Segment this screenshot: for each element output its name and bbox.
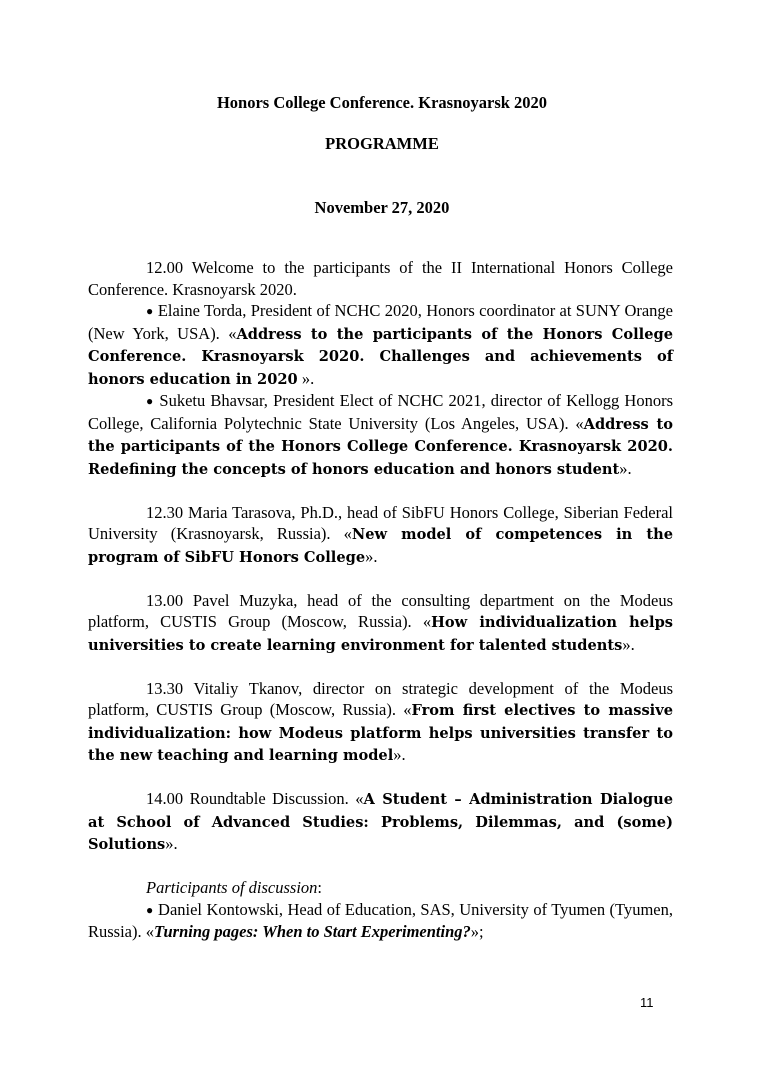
talk-title: From first electives to massive individualization: how Modeus platform helps universities transfer to the new teaching and learning model bbox=[88, 702, 673, 764]
programme-date: November 27, 2020 bbox=[314, 198, 450, 217]
discussion-label: Participants of discussion: bbox=[146, 878, 323, 897]
item-kontowski: ● Daniel Kontowski, Head of Education, SAS, University of Tyumen (Tyumen, Russia). «Turning pages: When to Start Experimenting?»; bbox=[88, 899, 673, 941]
bullet-icon: ● bbox=[146, 304, 154, 318]
bullet-icon: ● bbox=[146, 394, 155, 408]
programme-content bbox=[88, 257, 673, 943]
item-roundtable: 14.00 Roundtable Discussion. «A Student – Administration Dialogue at School of Advanced Studies: Problems, Dilemmas, and (some) Solutions». bbox=[88, 789, 673, 853]
talk-title: Address to the participants of the Honors College Conference. Krasnoyarsk 2020. Redefining the concepts of honors education and honors student bbox=[88, 415, 674, 478]
item-torda: ● Elaine Torda, President of NCHC 2020, Honors coordinator at SUNY Orange (New York, USA). «Address to the participants of the Honors College Conference. Krasnoyarsk 2020. Challenges and achievements of honors education in 2020 ». bbox=[88, 301, 673, 388]
item-welcome: 12.00 Welcome to the participants of the II International Honors College Conference. Krasnoyarsk 2020. bbox=[88, 258, 673, 299]
bullet-icon: ● bbox=[146, 902, 154, 917]
programme-heading: PROGRAMME bbox=[325, 134, 439, 153]
talk-title: How individualization helps universities to create learning environment for talented students bbox=[88, 614, 674, 654]
item-tarasova: 12.30 Maria Tarasova, Ph.D., head of SibFU Honors College, Siberian Federal University (Krasnoyarsk, Russia). «New model of competences in the program of SibFU Honors College». bbox=[88, 502, 673, 566]
talk-title: A Student – Administration Dialogue at School of Advanced Studies: Problems, Dilemmas, and (some) Solutions bbox=[88, 791, 673, 853]
talk-title: Address to the participants of the Honors College Conference. Krasnoyarsk 2020. Challenges and achievements of honors education in 2020 bbox=[88, 325, 673, 388]
talk-title: Turning pages: When to Start Experimenting? bbox=[154, 922, 471, 941]
item-bhavsar: ● Suketu Bhavsar, President Elect of NCHC 2021, director of Kellogg Honors College, California Polytechnic State University (Los Angeles, USA). «Address to the participants of the Honors College Conference. Krasnoyarsk 2020. Redefining the concepts of honors education and honors student». bbox=[88, 391, 674, 478]
item-tkanov: 13.30 Vitaliy Tkanov, director on strategic development of the Modeus platform, CUSTIS Group (Moscow, Russia). «From first electives to massive individualization: how Modeus platform helps universities transfer to the new teaching and learning model». bbox=[88, 678, 673, 764]
page-number: 11 bbox=[640, 995, 654, 1010]
page-title: Honors College Conference. Krasnoyarsk 2020 bbox=[216, 93, 548, 112]
item-muzyka: 13.00 Pavel Muzyka, head of the consulting department on the Modeus platform, CUSTIS Group (Moscow, Russia). «How individualization helps universities to create learning environment for talented students». bbox=[88, 590, 674, 654]
talk-title: New model of competences in the program of SibFU Honors College bbox=[88, 526, 673, 566]
